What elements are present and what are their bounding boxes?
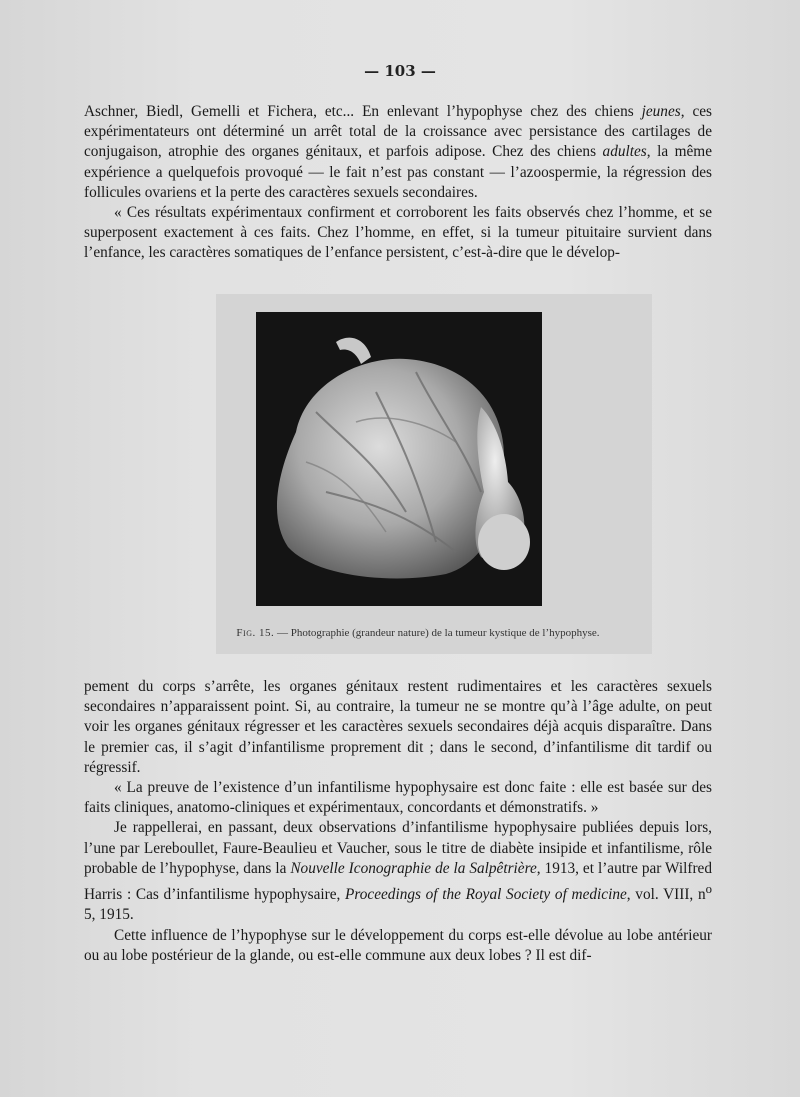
tumor-photograph — [256, 312, 542, 606]
paragraph: pement du corps s’arrête, les organes génitaux restent rudimentaires et les caractères sexuels secondaires n’apparaissent point. Si, au contraire, la tumeur ne se montre qu’à l’âge adulte, on peut voir les organes génitaux régresser et les caractères sexuels secondaires déjà acquis disparaître. Dans le premier cas, il s’agit d’infantilisme proprement dit ; dans le second, d’infantilisme dit tardif ou régressif. — [84, 678, 712, 776]
text-block-bottom — [84, 677, 712, 966]
paragraph: « Ces résultats expérimentaux confirment et corroborent les faits observés chez l’homme, et se superposent exactement à ces faits. Chez l’homme, en effet, si la tumeur pituitaire survient dans l’enfance, les caractères somatiques de l’enfance persistent, c’est-à-dire que le dévelop- — [84, 204, 712, 262]
paragraph: Je rappellerai, en passant, deux observations d’infantilisme hypophysaire publiées depuis lors, l’une par Lereboullet, Faure-Beaulieu et Vaucher, sous le titre de diabète insipide et infantilisme, rôle probable de l’hypophyse, dans la Nouvelle Iconographie de la Salpêtrière, 1913, et l’autre par Wilfred Harris : Cas d’infantilisme hypophysaire, Proceedings of the Royal Society of medicine, vol. VIII, $n^o$ 5, 1915. — [84, 819, 713, 924]
paragraph: « La preuve de l’existence d’un infantilisme hypophysaire est donc faite : elle est basée sur des faits cliniques, anatomo-cliniques et expérimentaux, concordants et démonstratifs. » — [84, 779, 712, 817]
text-block-top — [84, 102, 712, 264]
page-number: — 103 — — [364, 62, 436, 80]
figure-caption-text: — Photographie (grandeur nature) de la tumeur kystique de l’hypophyse. — [276, 627, 600, 639]
paragraph: Aschner, Biedl, Gemelli et Fichera, etc... En enlevant l’hypophyse chez des chiens jeunes, ces expérimentateurs ont déterminé un arrêt total de la croissance avec persistance des cartilages de conjugaison, atrophie des organes génitaux, et parfois adipose. Chez des chiens adultes, la même expérience a quelquefois provoqué — le fait n’est pas constant — l’azoospermie, la régression des follicules ovariens et la perte des caractères sexuels secondaires. — [84, 103, 712, 201]
paragraph: Cette influence de l’hypophyse sur le développement du corps est-elle dévolue au lobe antérieur ou au lobe postérieur de la glande, ou est-elle commune aux deux lobes ? Il est dif- — [84, 926, 712, 964]
figure-caption — [168, 627, 668, 639]
figure-label: Fig. 15. — [236, 627, 275, 639]
